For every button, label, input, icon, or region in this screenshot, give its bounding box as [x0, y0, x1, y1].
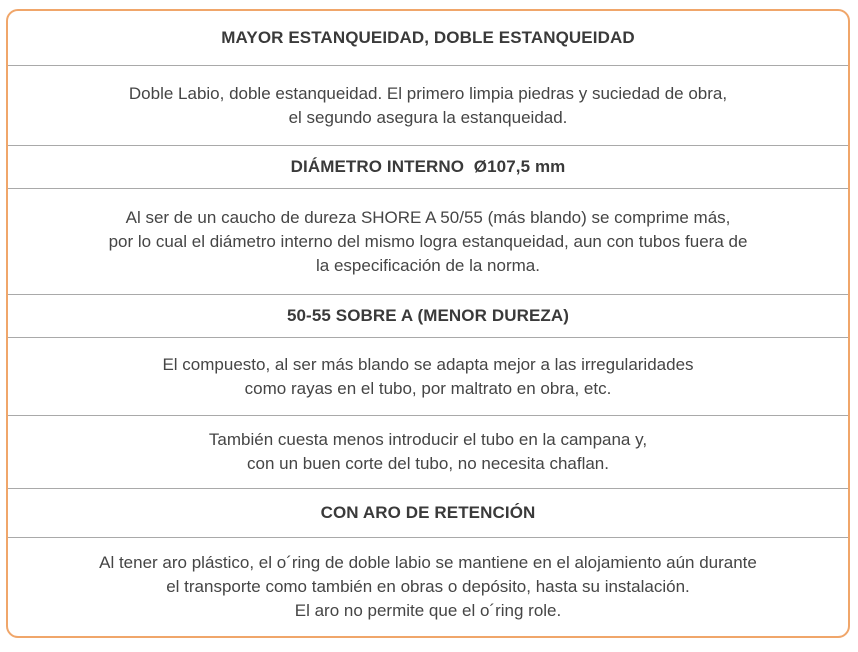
section-heading-estanqueidad — [8, 11, 848, 66]
feature-table — [6, 9, 850, 638]
section-body-dureza-2 — [8, 416, 848, 489]
heading-text: 50-55 SOBRE A (MENOR DUREZA) — [286, 306, 570, 325]
text-line: Al ser de un caucho de dureza SHORE A 50/55 (más blando) se comprime más, — [125, 207, 731, 227]
text-line: como rayas en el tubo, por maltrato en obra, etc. — [244, 378, 612, 398]
section-heading-diametro — [8, 146, 848, 189]
text-line: Al tener aro plástico, el o´ring de doble labio se mantiene en el alojamiento aún durante — [99, 553, 757, 572]
section-heading-aro — [8, 489, 848, 538]
section-heading-dureza — [8, 295, 848, 338]
text-line: el segundo asegura la estanqueidad. — [288, 107, 568, 127]
text-line: También cuesta menos introducir el tubo en la campana y, — [208, 430, 648, 449]
paragraph — [209, 428, 647, 476]
text-line: por lo cual el diámetro interno del mismo logra estanqueidad, aun con tubos fuera de — [108, 231, 748, 251]
heading-text: CON ARO DE RETENCIÓN — [320, 503, 536, 522]
section-body-dureza-1 — [8, 338, 848, 416]
paragraph — [129, 82, 727, 130]
text-line: la especificación de la norma. — [316, 255, 540, 275]
heading-text: MAYOR ESTANQUEIDAD, DOBLE ESTANQUEIDAD — [221, 28, 635, 47]
heading-text: DIÁMETRO INTERNO Ø107,5 mm — [290, 157, 566, 176]
section-body-diametro — [8, 189, 848, 295]
text-line: El compuesto, al ser más blando se adapta mejor a las irregularidades — [162, 354, 694, 374]
paragraph — [162, 353, 693, 401]
text-line: el transporte como también en obras o depósito, hasta su instalación. — [166, 577, 690, 596]
paragraph — [99, 551, 757, 623]
section-body-estanqueidad — [8, 66, 848, 146]
text-line: El aro no permite que el o´ring role. — [294, 601, 562, 620]
paragraph — [109, 206, 748, 278]
section-body-aro — [8, 538, 848, 636]
text-line: con un buen corte del tubo, no necesita chaflan. — [247, 454, 609, 473]
text-line: Doble Labio, doble estanqueidad. El primero limpia piedras y suciedad de obra, — [128, 83, 728, 103]
